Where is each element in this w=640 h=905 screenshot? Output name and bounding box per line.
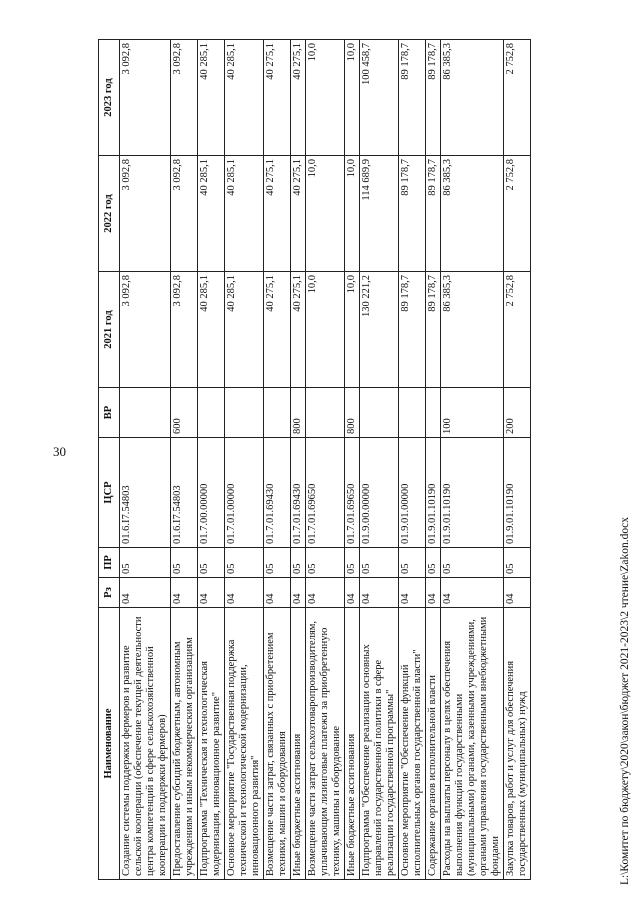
row-name-cell: Основное мероприятие "Обеспечение функций исполнительных органов государственной власти": [399, 608, 426, 880]
row-csr-cell: 01.9.01.00000: [399, 438, 426, 548]
row-rz-cell: 04: [306, 578, 345, 608]
row-rz-cell: 04: [504, 578, 531, 608]
row-2023-cell: 86 385,3: [441, 40, 504, 156]
row-2022-cell: 3 092,8: [120, 156, 171, 272]
row-rz-cell: 04: [171, 578, 198, 608]
row-csr-cell: 01.7.01.00000: [225, 438, 264, 548]
row-vr-cell: 800: [291, 388, 306, 438]
row-rz-cell: 04: [345, 578, 360, 608]
header-cell-vr: ВР: [99, 388, 120, 438]
row-name-cell: Создание системы поддержки фермеров и развитие сельской кооперации (обеспечение текущей деятельности центра компетенций в сфере сельскохозяйственной кооперации и поддержки фермеров): [120, 608, 171, 880]
row-vr-cell: [198, 388, 225, 438]
row-name-cell: Возмещение части затрат сельхозтоваропроизводителям, уплачивающим лизинговые платежи за приобретенную технику, машины и оборудование: [306, 608, 345, 880]
row-2023-cell: 10,0: [345, 40, 360, 156]
row-2021-cell: 3 092,8: [171, 272, 198, 388]
row-2021-cell: 40 275,1: [264, 272, 291, 388]
row-2022-cell: 40 285,1: [225, 156, 264, 272]
row-csr-cell: 01.9.00.00000: [360, 438, 399, 548]
row-2022-cell: 86 385,3: [441, 156, 504, 272]
table-row: [120, 40, 171, 880]
row-2022-cell: 40 275,1: [264, 156, 291, 272]
row-2023-cell: 2 752,8: [504, 40, 531, 156]
row-csr-cell: 01.9.01.10190: [426, 438, 441, 548]
row-name-cell: Содержание органов исполнительной власти: [426, 608, 441, 880]
row-2021-cell: 130 221,2: [360, 272, 399, 388]
row-2023-cell: 100 458,7: [360, 40, 399, 156]
row-2023-cell: 40 285,1: [225, 40, 264, 156]
row-rz-cell: 04: [399, 578, 426, 608]
header-cell-rz: Рз: [99, 578, 120, 608]
row-2023-cell: 3 092,8: [171, 40, 198, 156]
row-2022-cell: 10,0: [345, 156, 360, 272]
table-row: [504, 40, 531, 880]
row-vr-cell: 200: [504, 388, 531, 438]
row-2021-cell: 86 385,3: [441, 272, 504, 388]
row-2021-cell: 3 092,8: [120, 272, 171, 388]
row-pr-cell: 05: [360, 548, 399, 578]
row-csr-cell: 01.6.I7.54803: [171, 438, 198, 548]
row-csr-cell: 01.7.01.69430: [264, 438, 291, 548]
row-pr-cell: 05: [441, 548, 504, 578]
header-cell-2021: 2021 год: [99, 272, 120, 388]
row-name-cell: Подпрограмма "Техническая и технологическая модернизация, инновационное развитие": [198, 608, 225, 880]
row-vr-cell: [399, 388, 426, 438]
row-rz-cell: 04: [426, 578, 441, 608]
row-vr-cell: 800: [345, 388, 360, 438]
row-2022-cell: 40 275,1: [291, 156, 306, 272]
row-2021-cell: 40 285,1: [198, 272, 225, 388]
table-row: [306, 40, 345, 880]
row-2022-cell: 114 689,9: [360, 156, 399, 272]
table-row: [171, 40, 198, 880]
row-name-cell: Подпрограмма "Обеспечение реализации основных направлений государственной политики в сфере реализации государственной программы": [360, 608, 399, 880]
row-vr-cell: [360, 388, 399, 438]
row-name-cell: Возмещение части затрат, связанных с приобретением техники, машин и оборудования: [264, 608, 291, 880]
row-2022-cell: 89 178,7: [399, 156, 426, 272]
row-pr-cell: 05: [264, 548, 291, 578]
row-pr-cell: 05: [426, 548, 441, 578]
table-row: [426, 40, 441, 880]
row-name-cell: Иные бюджетные ассигнования: [345, 608, 360, 880]
row-name-cell: Расходы на выплаты персоналу в целях обеспечения выполнения функций государственными (муниципальными) органами, казенными учреждениями, органами управления государственными внебюджетными фондами: [441, 608, 504, 880]
row-csr-cell: 01.7.00.00000: [198, 438, 225, 548]
row-2021-cell: 40 275,1: [291, 272, 306, 388]
row-pr-cell: 05: [120, 548, 171, 578]
row-2023-cell: 89 178,7: [426, 40, 441, 156]
table-row: [225, 40, 264, 880]
row-2023-cell: 40 275,1: [264, 40, 291, 156]
row-pr-cell: 05: [345, 548, 360, 578]
header-cell-pr: ПР: [99, 548, 120, 578]
row-csr-cell: 01.9.01.10190: [504, 438, 531, 548]
file-path-text: L:\Комитет по бюджету\2020\закон\бюджет 2021-2023\2 чтение\Zakon.docx: [619, 517, 631, 885]
row-rz-cell: 04: [291, 578, 306, 608]
table-row: [291, 40, 306, 880]
row-vr-cell: 100: [441, 388, 504, 438]
row-rz-cell: 04: [198, 578, 225, 608]
row-2021-cell: 40 285,1: [225, 272, 264, 388]
row-name-cell: Предоставление субсидий бюджетным, автономным учреждениям и иным некоммерческим организациям: [171, 608, 198, 880]
row-vr-cell: [120, 388, 171, 438]
row-2023-cell: 40 285,1: [198, 40, 225, 156]
table-row: [360, 40, 399, 880]
row-csr-cell: 01.6.I7.54803: [120, 438, 171, 548]
row-2021-cell: 89 178,7: [426, 272, 441, 388]
row-2022-cell: 10,0: [306, 156, 345, 272]
row-vr-cell: [264, 388, 291, 438]
row-vr-cell: [426, 388, 441, 438]
row-rz-cell: 04: [120, 578, 171, 608]
row-2022-cell: 40 285,1: [198, 156, 225, 272]
row-rz-cell: 04: [360, 578, 399, 608]
row-vr-cell: [225, 388, 264, 438]
row-2021-cell: 10,0: [306, 272, 345, 388]
row-csr-cell: 01.9.01.10190: [441, 438, 504, 548]
row-2022-cell: 89 178,7: [426, 156, 441, 272]
table-header-row: [99, 40, 120, 880]
row-name-cell: Закупка товаров, работ и услуг для обеспечения государственных (муниципальных) нужд: [504, 608, 531, 880]
row-rz-cell: 04: [441, 578, 504, 608]
row-pr-cell: 05: [399, 548, 426, 578]
table-row: [345, 40, 360, 880]
row-pr-cell: 05: [198, 548, 225, 578]
row-2022-cell: 3 092,8: [171, 156, 198, 272]
row-csr-cell: 01.7.01.69430: [291, 438, 306, 548]
table-row: [264, 40, 291, 880]
row-vr-cell: 600: [171, 388, 198, 438]
row-pr-cell: 05: [291, 548, 306, 578]
page-number: 30: [53, 444, 66, 459]
row-2021-cell: 2 752,8: [504, 272, 531, 388]
header-cell-2023: 2023 год: [99, 40, 120, 156]
row-rz-cell: 04: [264, 578, 291, 608]
row-2021-cell: 89 178,7: [399, 272, 426, 388]
row-2022-cell: 2 752,8: [504, 156, 531, 272]
rotated-budget-table-container: [98, 40, 598, 880]
table-row: [441, 40, 504, 880]
row-rz-cell: 04: [225, 578, 264, 608]
table-row: [399, 40, 426, 880]
row-pr-cell: 05: [306, 548, 345, 578]
row-pr-cell: 05: [504, 548, 531, 578]
row-vr-cell: [306, 388, 345, 438]
row-2023-cell: 89 178,7: [399, 40, 426, 156]
row-csr-cell: 01.7.01.69650: [345, 438, 360, 548]
row-name-cell: Иные бюджетные ассигнования: [291, 608, 306, 880]
row-pr-cell: 05: [225, 548, 264, 578]
row-pr-cell: 05: [171, 548, 198, 578]
header-cell-name: Наименование: [99, 608, 120, 880]
row-name-cell: Основное мероприятие "Государственная поддержка технической и технологической модернизации, инновационного развития": [225, 608, 264, 880]
row-2023-cell: 3 092,8: [120, 40, 171, 156]
row-2021-cell: 10,0: [345, 272, 360, 388]
table-row: [198, 40, 225, 880]
row-2023-cell: 10,0: [306, 40, 345, 156]
row-csr-cell: 01.7.01.69650: [306, 438, 345, 548]
row-2023-cell: 40 275,1: [291, 40, 306, 156]
budget-table: [98, 39, 531, 880]
header-cell-2022: 2022 год: [99, 156, 120, 272]
header-cell-csr: ЦСР: [99, 438, 120, 548]
